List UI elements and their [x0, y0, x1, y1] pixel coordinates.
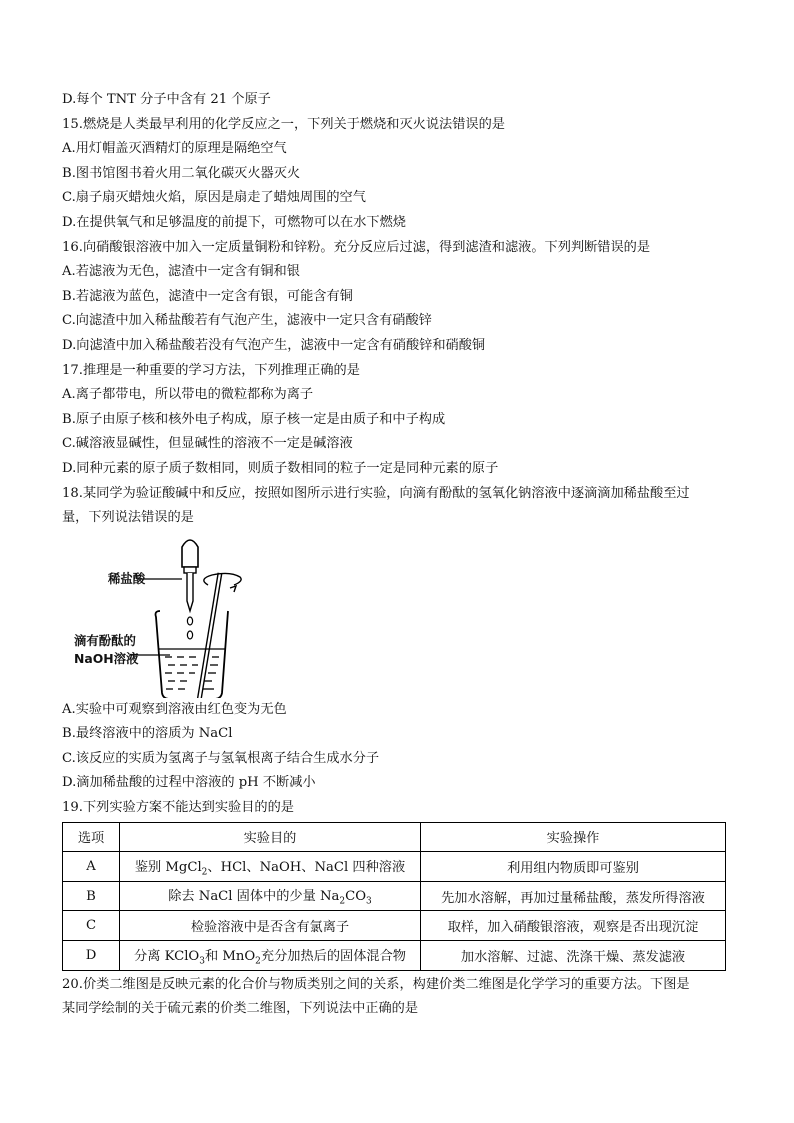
q19-stem: 19.下列实验方案不能达到实验目的的是 — [62, 800, 294, 816]
header-operation: 实验操作 — [421, 822, 726, 852]
stir-arrow — [204, 573, 241, 585]
header-option: 选项 — [63, 822, 120, 852]
q16-option-c: C.向滤渣中加入稀盐酸若有气泡产生，滤液中一定只含有硝酸锌 — [62, 313, 432, 329]
row-a-purpose: 鉴别 MgCl$_2$、HCl、NaOH、NaCl 四种溶液 — [120, 852, 421, 882]
q15-option-c: C.扇子扇灭蜡烛火焰，原因是扇走了蜡烛周围的空气 — [62, 190, 366, 206]
dropper-bulb — [182, 540, 198, 567]
row-c-option: C — [63, 911, 120, 941]
table-row — [63, 911, 726, 941]
q18-stem-line1: 18.某同学为验证酸碱中和反应，按照如图所示进行实验，向滴有酚酞的氢氧化钠溶液中逐滴滴加稀盐酸至过 — [62, 485, 690, 501]
q16-option-d: D.向滤渣中加入稀盐酸若没有气泡产生，滤液中一定含有硝酸锌和硝酸铜 — [62, 337, 486, 353]
row-b-operation: 先加水溶解，再加过量稀盐酸，蒸发所得溶液 — [421, 881, 726, 911]
row-a-operation: 利用组内物质即可鉴别 — [421, 852, 726, 882]
acid-drop — [187, 617, 192, 625]
dropper-collar — [184, 567, 196, 573]
table-row — [63, 941, 726, 971]
q16-option-a: A.若滤液为无色，滤渣中一定含有铜和银 — [62, 264, 300, 280]
row-c-operation: 取样，加入硝酸银溶液，观察是否出现沉淀 — [421, 911, 726, 941]
q16-option-b: B.若滤液为蓝色，滤渣中一定含有银，可能含有铜 — [62, 288, 353, 304]
label-dilute-hcl: 稀盐酸 — [108, 570, 146, 586]
table-row — [63, 881, 726, 911]
q17-option-d: D.同种元素的原子质子数相同，则质子数相同的粒子一定是同种元素的原子 — [62, 460, 499, 476]
q17-option-c: C.碱溶液显碱性，但显碱性的溶液不一定是碱溶液 — [62, 436, 353, 452]
table-header-row — [63, 822, 726, 852]
q20-stem-line1: 20.价类二维图是反映元素的化合价与物质类别之间的关系，构建价类二维图是化学学习的重要方法。下图是 — [62, 976, 690, 992]
q19-table — [62, 822, 726, 971]
liquid-hatching — [165, 657, 219, 689]
row-d-option: D — [63, 941, 120, 971]
q16-stem: 16.向硝酸银溶液中加入一定质量铜粉和锌粉。充分反应后过滤，得到滤渣和滤液。下列判断错误的是 — [62, 239, 651, 255]
dropper-tube — [187, 573, 193, 611]
q18-option-c: C.该反应的实质为氢离子与氢氧根离子结合生成水分子 — [62, 750, 380, 766]
row-d-purpose: 分离 KClO$_3$和 MnO$_2$充分加热后的固体混合物 — [120, 941, 421, 971]
q15-option-b: B.图书馆图书着火用二氧化碳灭火器灭火 — [62, 165, 301, 181]
row-d-operation: 加水溶解、过滤、洗涤干燥、蒸发滤液 — [421, 941, 726, 971]
q15-option-d: D.在提供氧气和足够温度的前提下，可燃物可以在水下燃烧 — [62, 214, 406, 230]
q20-stem-line2: 某同学绘制的关于硫元素的价类二维图，下列说法中正确的是 — [62, 1001, 419, 1017]
q18-option-d: D.滴加稀盐酸的过程中溶液的 pH 不断减小 — [62, 775, 316, 791]
q17-option-b: B.原子由原子核和核外电子构成，原子核一定是由质子和中子构成 — [62, 411, 446, 427]
q15-stem: 15.燃烧是人类最早利用的化学反应之一，下列关于燃烧和灭火说法错误的是 — [62, 116, 505, 132]
label-solution-line2: NaOH溶液 — [74, 650, 139, 666]
row-b-purpose: 除去 NaCl 固体中的少量 $Na_2CO_3$ — [120, 881, 421, 911]
q18-option-a: A.实验中可观察到溶液由红色变为无色 — [62, 701, 287, 717]
q18-stem-line2: 量，下列说法错误的是 — [62, 510, 194, 526]
q18-apparatus-figure — [62, 531, 734, 698]
header-purpose: 实验目的 — [120, 822, 421, 852]
beaker-dropper-diagram — [70, 531, 270, 698]
label-solution-line1: 滴有酚酞的 — [74, 632, 136, 648]
exam-page — [62, 88, 734, 1022]
q18-option-b: B.最终溶液中的溶质为 NaCl — [62, 726, 233, 742]
row-b-option: B — [63, 881, 120, 911]
row-a-option: A — [63, 852, 120, 882]
q17-option-a: A.离子都带电，所以带电的微粒都称为离子 — [62, 387, 314, 403]
q17-stem: 17.推理是一种重要的学习方法，下列推理正确的是 — [62, 362, 360, 378]
row-c-purpose: 检验溶液中是否含有氯离子 — [120, 911, 421, 941]
acid-drop — [187, 631, 192, 639]
q15-option-a: A.用灯帽盖灭酒精灯的原理是隔绝空气 — [62, 141, 287, 157]
table-row — [63, 852, 726, 882]
q14-option-d: D.每个 TNT 分子中含有 21 个原子 — [62, 92, 271, 107]
